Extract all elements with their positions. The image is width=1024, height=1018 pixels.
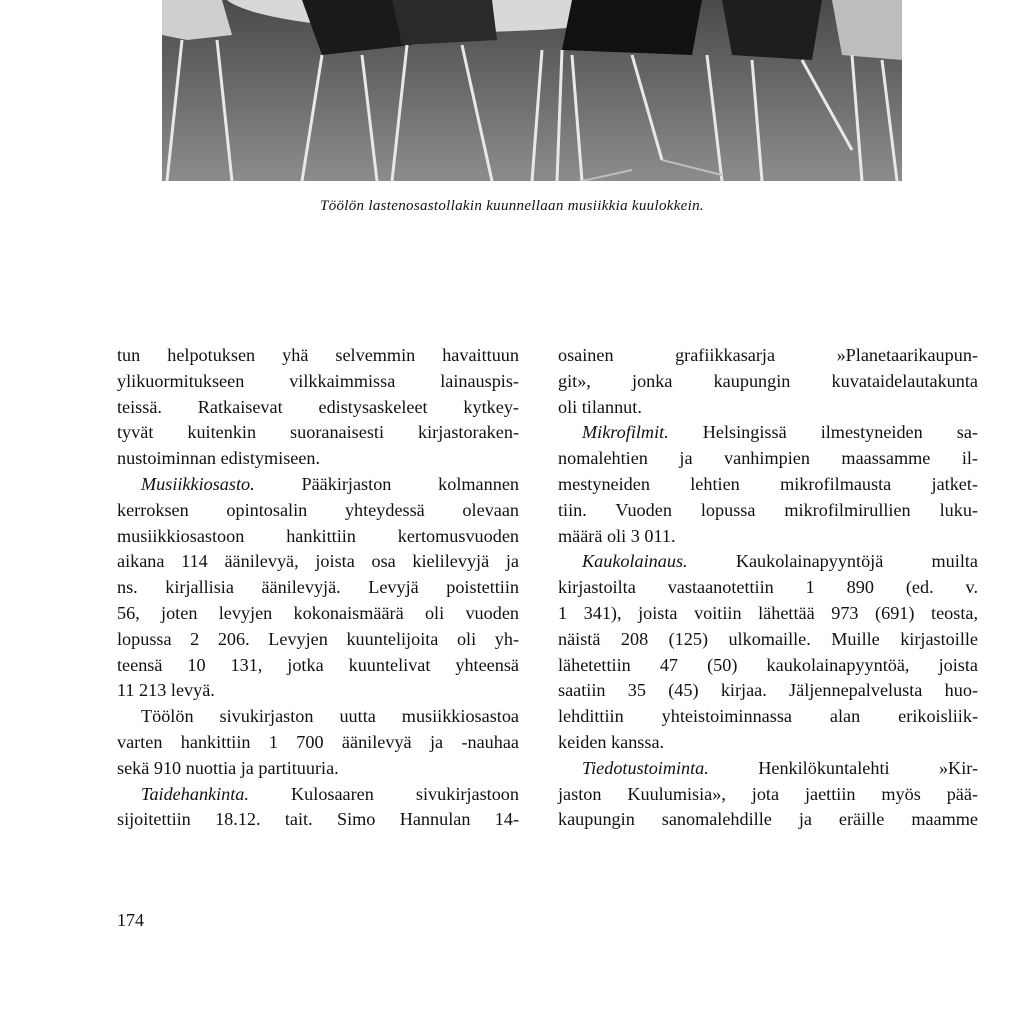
line-text: varten hankittiin 1 700 äänilevyä ja -nauhaa [117,731,519,752]
text-line [117,369,519,395]
text-line [117,678,519,704]
line-text: kirjastoilta vastaanotettiin 1 890 (ed. v. [558,577,978,598]
line-text: Kaukolainapyyntöjä muilta [687,551,978,572]
left-text-column [117,343,519,833]
photo-chairs-table [162,0,902,181]
line-text: keiden kanssa. [558,731,665,752]
text-line [558,730,978,756]
text-line [117,575,519,601]
text-line [117,704,519,730]
line-text: ns. kirjallisia äänilevyjä. Levyjä poistettiin [117,577,519,598]
section-heading: Mikrofilmit. [582,422,669,443]
line-text: tiin. Vuoden lopussa mikrofilmirullien luku- [558,499,978,520]
photo-caption: Töölön lastenosastollakin kuunnellaan musiikkia kuulokkein. [320,198,704,214]
text-line [558,524,978,550]
line-text: saatiin 35 (45) kirjaa. Jäljennepalvelusta huo- [558,680,978,701]
text-line [117,420,519,446]
text-line [117,395,519,421]
section-heading: Tiedotustoiminta. [582,757,709,778]
line-text: aikana 114 äänilevyä, joista osa kielilevyjä ja [117,551,519,572]
text-line [558,575,978,601]
line-text: sekä 910 nuottia ja partituuria. [117,757,339,778]
line-text: kerroksen opintosalin yhteydessä olevaan [117,499,519,520]
line-text: tyvät kuitenkin suoranaisesti kirjastoraken- [117,422,519,443]
text-line [558,601,978,627]
section-heading: Musiikkiosasto. [141,473,255,494]
text-line [117,524,519,550]
line-text: 11 213 levyä. [117,680,215,701]
line-text: kaupungin sanomalehdille ja eräille maamme [558,809,978,830]
text-line [558,420,978,446]
right-text-column [558,343,978,833]
line-text: ylikuormitukseen vilkkaimmissa lainauspis- [117,370,519,391]
text-line [117,343,519,369]
line-text: Pääkirjaston kolmannen [254,473,519,494]
text-line [117,653,519,679]
text-line [117,498,519,524]
text-line [558,549,978,575]
text-line [117,446,519,472]
page-number: 174 [117,910,144,930]
line-text: näistä 208 (125) ulkomaille. Muille kirjastoille [558,628,978,649]
line-text: Helsingissä ilmestyneiden sa- [668,422,978,443]
line-text: teissä. Ratkaisevat edistysaskeleet kytkey- [117,396,519,417]
line-text: lehdittiin yhteistoiminnassa alan erikoisliik- [558,706,978,727]
text-line [558,807,978,833]
text-line [117,549,519,575]
text-line [117,472,519,498]
section-heading: Kaukolainaus. [582,551,688,572]
text-line [558,343,978,369]
line-text: jaston Kuulumisia», jota jaettiin myös pää- [558,783,978,804]
text-line [558,704,978,730]
text-line [558,627,978,653]
text-line [558,395,978,421]
line-text: lähetettiin 47 (50) kaukolainapyyntöä, joista [558,654,978,675]
line-text: sijoitettiin 18.12. tait. Simo Hannulan 14- [117,809,519,830]
line-text: tun helpotuksen yhä selvemmin havaittuun [117,345,519,365]
text-line [558,446,978,472]
line-text: määrä oli 3 011. [558,525,676,546]
line-text: oli tilannut. [558,396,642,417]
line-text: musiikkiosastoon hankittiin kertomusvuoden [117,525,519,546]
text-line [558,678,978,704]
line-text: 56, joten levyjen kokonaismäärä oli vuoden [117,602,519,623]
line-text: nustoiminnan edistymiseen. [117,448,321,469]
line-text: nomalehtien ja vanhimpien maassamme il- [558,448,978,469]
text-line [117,782,519,808]
text-line [558,472,978,498]
text-line [117,807,519,833]
line-text: Kulosaaren sivukirjastoon [248,783,519,804]
text-line [558,756,978,782]
line-text: teensä 10 131, jotka kuuntelivat yhteensä [117,654,519,675]
line-text: osainen grafiikkasarja »Planetaarikaupun- [558,345,978,365]
text-line [117,627,519,653]
line-text: git», jonka kaupungin kuvataidelautakunta [558,370,978,391]
line-text: 1 341), joista voitiin lähettää 973 (691) teosta, [558,602,978,623]
text-line [558,782,978,808]
text-line [558,498,978,524]
text-line [117,730,519,756]
text-line [117,756,519,782]
line-text: Töölön sivukirjaston uutta musiikkiosastoa [141,706,519,727]
line-text: mestyneiden lehtien mikrofilmausta jatket- [558,473,978,494]
text-line [558,653,978,679]
line-text: Henkilökuntalehti »Kir- [708,757,978,778]
section-heading: Taidehankinta. [141,783,249,804]
line-text: lopussa 2 206. Levyjen kuuntelijoita oli yh- [117,628,519,649]
text-line [558,369,978,395]
text-line [117,601,519,627]
